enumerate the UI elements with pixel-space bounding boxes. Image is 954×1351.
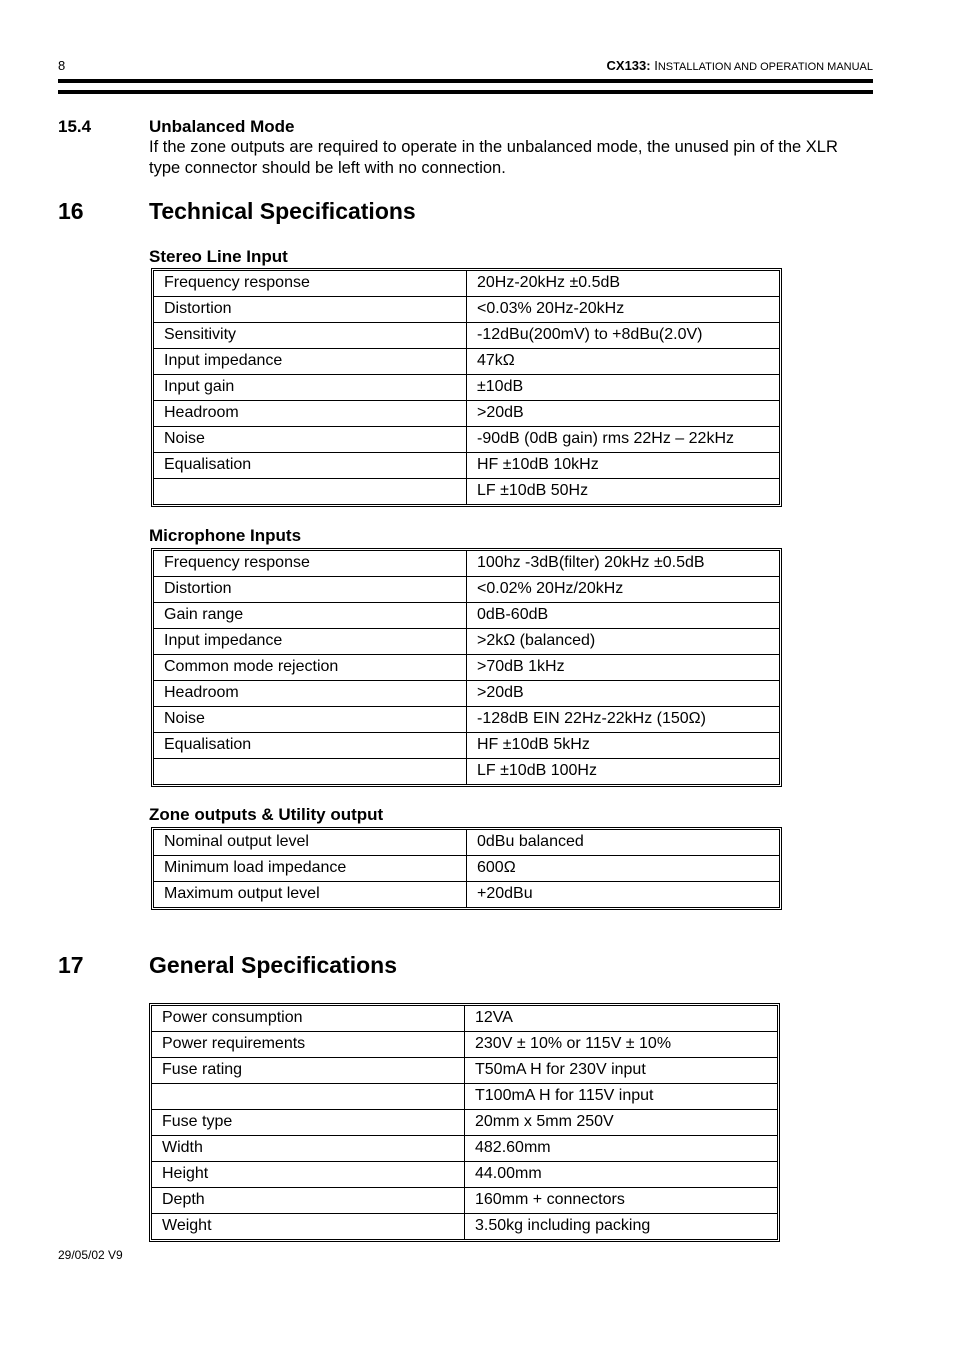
spec-value: 47kΩ — [467, 349, 779, 375]
spec-row — [154, 681, 779, 707]
spec-label: Weight — [152, 1214, 465, 1239]
spec-value: T100mA H for 115V input — [465, 1084, 777, 1110]
spec-value: 482.60mm — [465, 1136, 777, 1162]
spec-label: Distortion — [154, 297, 467, 323]
spec-value: >20dB — [467, 401, 779, 427]
section-17-title: General Specifications — [149, 952, 397, 978]
section-16-title: Technical Specifications — [149, 198, 416, 224]
doc-title-initial: I — [654, 58, 658, 73]
spec-row — [152, 1188, 777, 1214]
spec-value: 230V ± 10% or 115V ± 10% — [465, 1032, 777, 1058]
spec-value: 100hz -3dB(filter) 20kHz ±0.5dB — [467, 551, 779, 577]
spec-label: Frequency response — [154, 271, 467, 297]
microphone-inputs-title: Microphone Inputs — [149, 526, 302, 545]
spec-label — [152, 1084, 465, 1110]
spec-label: Common mode rejection — [154, 655, 467, 681]
spec-label: Headroom — [154, 401, 467, 427]
stereo-line-input-title: Stereo Line Input — [149, 247, 288, 266]
spec-label: Headroom — [154, 681, 467, 707]
spec-value: 0dB-60dB — [467, 603, 779, 629]
spec-row — [152, 1110, 777, 1136]
header-rule-thin — [58, 90, 873, 94]
spec-row — [152, 1032, 777, 1058]
spec-row — [154, 882, 779, 907]
spec-row — [152, 1136, 777, 1162]
spec-value: ±10dB — [467, 375, 779, 401]
spec-value: 20mm x 5mm 250V — [465, 1110, 777, 1136]
spec-row — [154, 453, 779, 479]
spec-label: Distortion — [154, 577, 467, 603]
page-number: 8 — [58, 58, 66, 73]
section-15-4-body: If the zone outputs are required to operate in the unbalanced mode, the unused pin of the XLR type connector should be left with no connection. — [149, 138, 838, 177]
spec-value: 12VA — [465, 1006, 777, 1032]
spec-label — [154, 759, 467, 784]
spec-value: >70dB 1kHz — [467, 655, 779, 681]
spec-label: Fuse type — [152, 1110, 465, 1136]
spec-label: Width — [152, 1136, 465, 1162]
spec-label: Minimum load impedance — [154, 856, 467, 882]
spec-row — [154, 577, 779, 603]
spec-row — [154, 759, 779, 784]
spec-value: T50mA H for 230V input — [465, 1058, 777, 1084]
spec-label: Power requirements — [152, 1032, 465, 1058]
spec-value: HF ±10dB 10kHz — [467, 453, 779, 479]
stereo-line-input-table — [151, 268, 782, 507]
spec-value: >20dB — [467, 681, 779, 707]
doc-title-rest: NSTALLATION AND OPERATION MANUAL — [657, 61, 873, 73]
spec-value: 160mm + connectors — [465, 1188, 777, 1214]
spec-row — [154, 427, 779, 453]
spec-label: Height — [152, 1162, 465, 1188]
spec-value: 0dBu balanced — [467, 830, 779, 856]
spec-row — [154, 830, 779, 856]
microphone-inputs-table — [151, 548, 782, 787]
spec-value: -128dB EIN 22Hz-22kHz (150Ω) — [467, 707, 779, 733]
spec-row — [154, 479, 779, 504]
spec-label: Noise — [154, 707, 467, 733]
spec-row — [154, 271, 779, 297]
spec-row — [152, 1214, 777, 1239]
spec-value: 20Hz-20kHz ±0.5dB — [467, 271, 779, 297]
spec-label: Maximum output level — [154, 882, 467, 907]
zone-outputs-table — [151, 827, 782, 910]
spec-value: LF ±10dB 50Hz — [477, 482, 589, 499]
spec-value: 3.50kg including packing — [475, 1217, 651, 1234]
spec-row — [152, 1006, 777, 1032]
section-15-4-title: Unbalanced Mode — [149, 117, 295, 136]
spec-label: Fuse rating — [152, 1058, 465, 1084]
spec-value: <0.02% 20Hz/20kHz — [467, 577, 779, 603]
spec-row — [154, 733, 779, 759]
running-header — [607, 58, 873, 73]
spec-label: Frequency response — [154, 551, 467, 577]
doc-code: CX133: — [606, 58, 651, 73]
spec-value: 600Ω — [467, 856, 779, 882]
spec-label: Input impedance — [154, 629, 467, 655]
spec-row — [152, 1084, 777, 1110]
spec-label: Input impedance — [154, 349, 467, 375]
spec-label: Input gain — [154, 375, 467, 401]
spec-row — [154, 629, 779, 655]
spec-label: Equalisation — [154, 453, 467, 479]
section-15-4-number: 15.4 — [58, 117, 92, 136]
spec-value: <0.03% 20Hz-20kHz — [467, 297, 779, 323]
spec-label: Power consumption — [152, 1006, 465, 1032]
spec-label: Equalisation — [154, 733, 467, 759]
spec-row — [154, 603, 779, 629]
spec-label: Depth — [152, 1188, 465, 1214]
spec-value: +20dBu — [477, 885, 533, 902]
spec-value: >2kΩ (balanced) — [467, 629, 779, 655]
spec-label: Noise — [154, 427, 467, 453]
spec-value: -12dBu(200mV) to +8dBu(2.0V) — [467, 323, 779, 349]
section-17-number: 17 — [58, 952, 84, 978]
spec-label — [154, 479, 467, 504]
spec-value: -90dB (0dB gain) rms 22Hz – 22kHz — [467, 427, 779, 453]
spec-row — [154, 655, 779, 681]
section-16-number: 16 — [58, 198, 84, 224]
spec-label: Sensitivity — [154, 323, 467, 349]
spec-row — [154, 551, 779, 577]
spec-row — [154, 375, 779, 401]
footer-version: 29/05/02 V9 — [58, 1248, 123, 1262]
general-specifications-table — [149, 1003, 780, 1242]
spec-row — [152, 1162, 777, 1188]
header-rule-thick — [58, 79, 873, 83]
spec-value: LF ±10dB 100Hz — [477, 762, 597, 779]
spec-row — [154, 707, 779, 733]
spec-value: HF ±10dB 5kHz — [467, 733, 779, 759]
spec-label: Gain range — [154, 603, 467, 629]
zone-outputs-title: Zone outputs & Utility output — [149, 805, 384, 824]
spec-row — [154, 401, 779, 427]
spec-row — [154, 349, 779, 375]
spec-label: Nominal output level — [154, 830, 467, 856]
spec-value: 44.00mm — [465, 1162, 777, 1188]
spec-row — [154, 856, 779, 882]
spec-row — [154, 297, 779, 323]
spec-row — [152, 1058, 777, 1084]
spec-row — [154, 323, 779, 349]
